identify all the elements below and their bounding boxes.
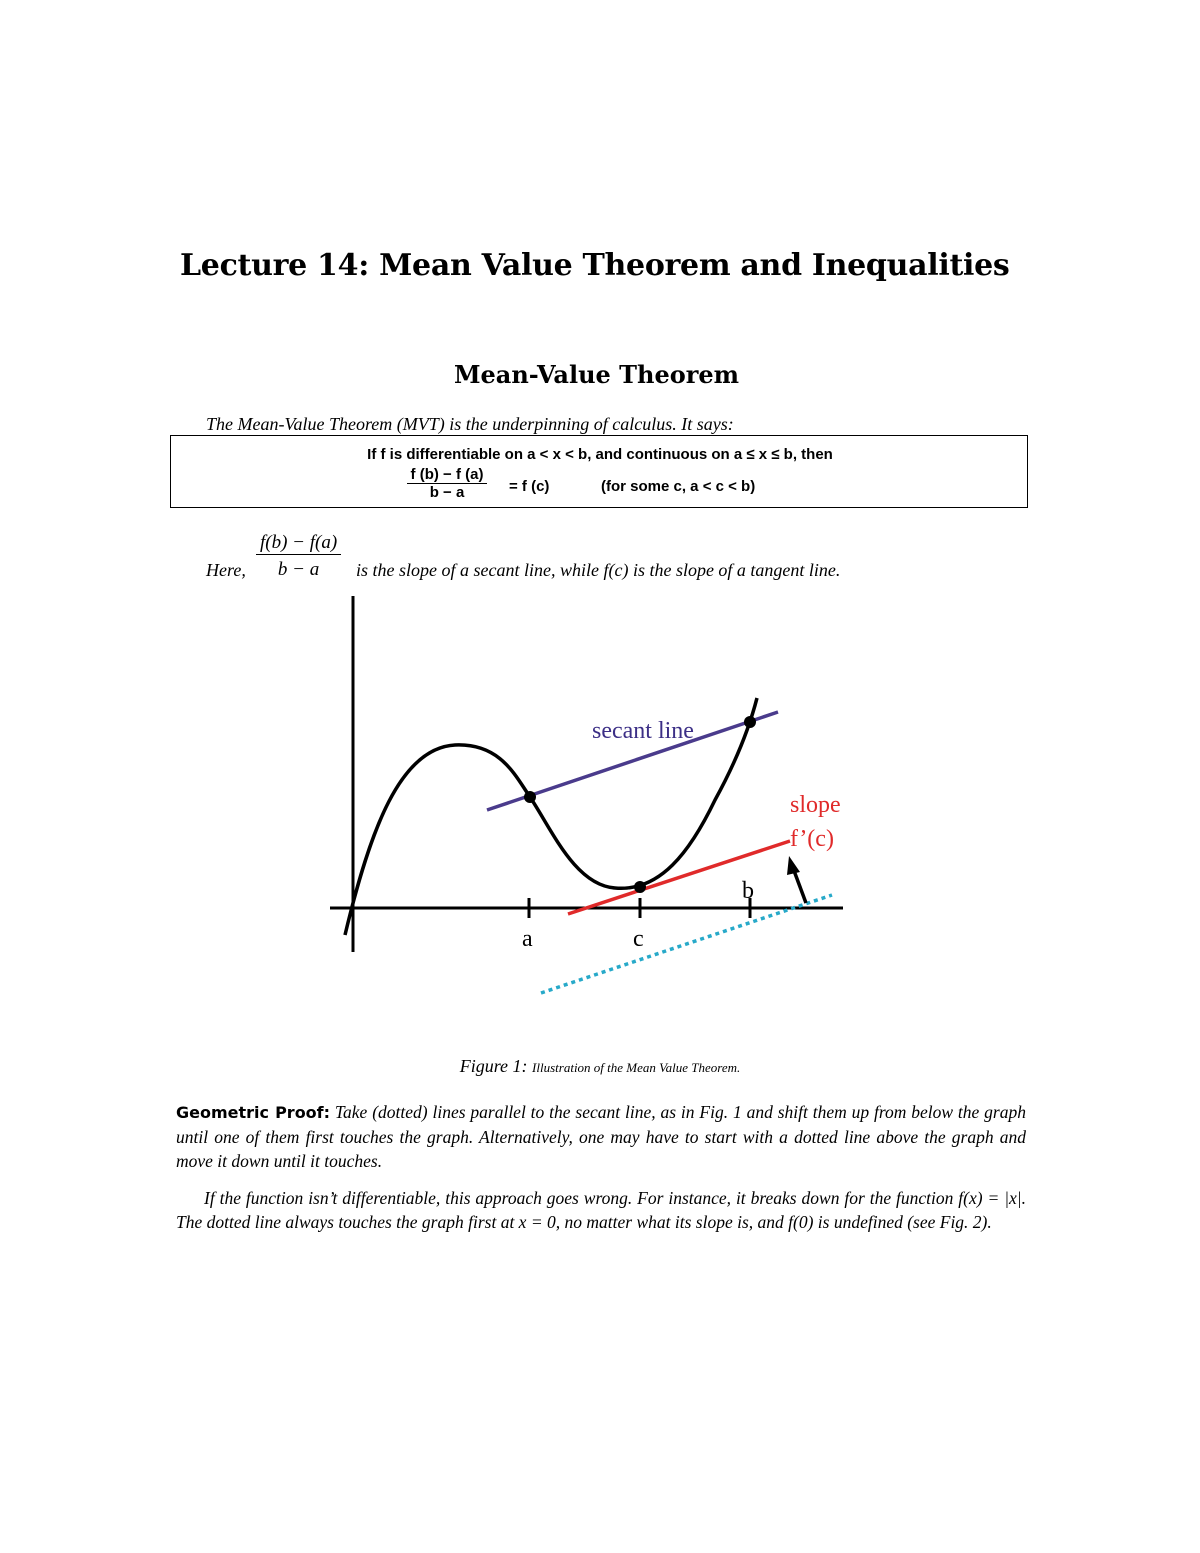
paragraph-geometric-proof (176, 1100, 1026, 1173)
page-title: Lecture 14: Mean Value Theorem and Inequalities (180, 248, 1010, 283)
intro-text: The Mean-Value Theorem (MVT) is the underpinning of calculus. It says: (206, 414, 734, 434)
shift-arrow-shaft (793, 868, 806, 903)
label-c: c (633, 926, 644, 952)
point-a (524, 791, 536, 803)
here-word: Here, (206, 560, 246, 580)
theorem-hypothesis: If f is differentiable on a < x < b, and continuous on a ≤ x ≤ b, then (367, 446, 833, 463)
theorem-condition: (for some c, a < c < b) (601, 478, 756, 495)
label-b: b (742, 878, 754, 904)
theorem-equals: = f (c) (509, 478, 550, 495)
non-differentiable-text: If the function isn’t differentiable, this approach goes wrong. For instance, it breaks down for the function f(x) = |x|. The dotted line always touches the graph first at x = 0, no matter what its slope is, and f(0) is undefined (see Fig. 2). (176, 1188, 1026, 1232)
slope-label: slope (790, 792, 841, 818)
paragraph-non-differentiable (176, 1186, 1026, 1234)
theorem-frac-denominator: b − a (429, 484, 465, 501)
geometric-proof-lead: Geometric Proof: (176, 1103, 331, 1122)
caption-lead: Figure 1: (459, 1056, 528, 1076)
slope-frac-numerator: f(b) − f(a) (256, 532, 341, 555)
here-rest: is the slope of a secant line, while f(c) is the slope of a tangent line. (356, 560, 841, 580)
tangent-line (568, 841, 790, 914)
geometric-proof-text: Take (dotted) lines parallel to the secant line, as in Fig. 1 and shift them up from below the graph until one of them first touches the graph. Alternatively, one may have to start with a dotted line above the graph and move it down until it touches. (176, 1102, 1026, 1171)
caption-text: Illustration of the Mean Value Theorem. (532, 1060, 741, 1075)
shift-arrow-head (787, 856, 800, 875)
theorem-frac-numerator: f (b) − f (a) (407, 466, 487, 484)
fprime-label: f’(c) (790, 826, 834, 852)
secant-label: secant line (592, 718, 694, 744)
function-curve (345, 698, 757, 935)
figure-caption (0, 1056, 1200, 1077)
slope-frac-denominator: b − a (277, 559, 320, 580)
label-a: a (522, 926, 533, 952)
section-heading: Mean-Value Theorem (453, 360, 740, 389)
point-b (744, 716, 756, 728)
point-c (634, 881, 646, 893)
